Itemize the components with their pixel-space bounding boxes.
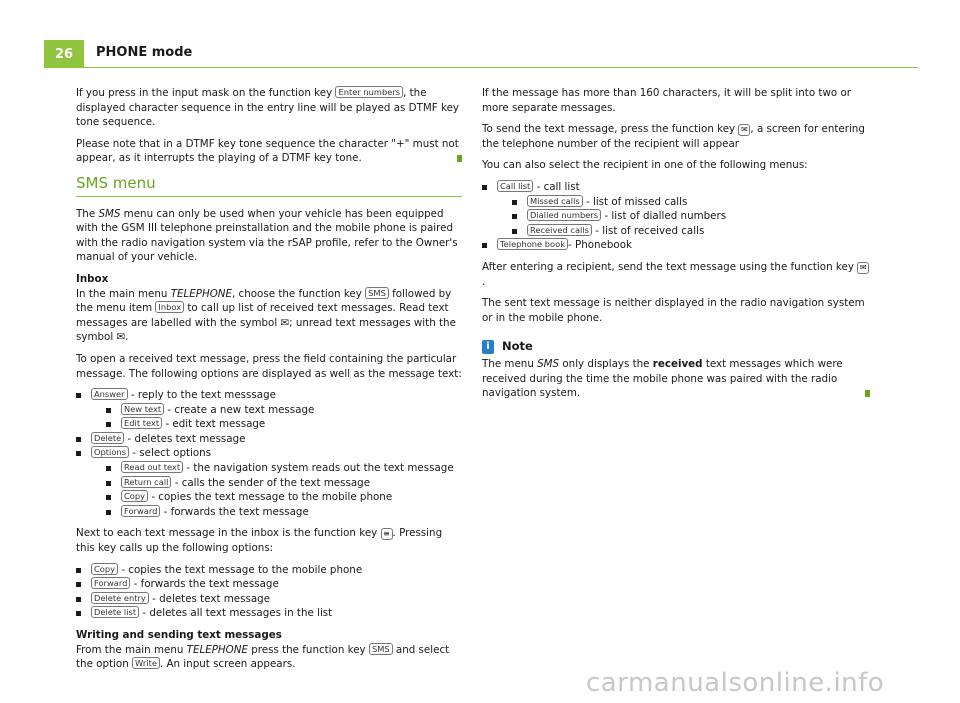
list-item: Missed calls - list of missed calls — [512, 195, 870, 210]
list-item: Forward - forwards the text message — [106, 505, 462, 520]
list-item: Answer - reply to the text messsage New text - create a new text message Edit text - edit text message — [76, 388, 462, 432]
list-item: Options - select options Read out text - the navigation system reads out the text message Return call - calls the sender of the text message Copy - copies the text message to the mobile phone Forward - forwards the text message — [76, 446, 462, 519]
header-divider — [84, 67, 918, 68]
paragraph-function-key: Next to each text message in the inbox is the function key ≡ . Pressing this key calls up the following options: — [76, 527, 443, 555]
send-envelope-icon: ✉ — [857, 262, 869, 274]
key-sms: SMS — [369, 643, 393, 655]
list-item: Delete entry - deletes text message — [76, 592, 462, 607]
paragraph-open-message: To open a received text message, press the field containing the particular message. The following options are displayed as well as the message text: — [76, 352, 462, 380]
list-item: Telephone book - Phonebook — [482, 238, 870, 253]
paragraph-sent-message: The sent text message is neither displayed in the radio navigation system or in the mobile phone. — [482, 297, 865, 324]
note-heading — [482, 339, 870, 354]
list-item: Copy - copies the text message to the mobile phone — [106, 490, 462, 505]
list-item: Return call - calls the sender of the text message — [106, 476, 462, 491]
list-item: Copy - copies the text message to the mobile phone — [76, 563, 462, 578]
key-inbox: Inbox — [155, 301, 184, 313]
paragraph-note: The menu SMS only displays the received text messages which were received during the time the mobile phone was paired with the radio navigation system. — [482, 357, 870, 401]
paragraph-dtmf-note: Please note that in a DTMF key tone sequence the character "+" must not appear, as it interrupts the playing of a DTMF key tone. — [76, 137, 462, 166]
key-write: Write — [132, 657, 160, 669]
end-of-section-icon — [457, 155, 462, 162]
list-item: New text - create a new text message — [106, 403, 462, 418]
paragraph-write: From the main menu TELEPHONE press the function key SMS and select the option Write . An input screen appears. — [76, 643, 450, 671]
paragraph-after-recipient: After entering a recipient, send the text message using the function key ✉. — [482, 260, 870, 289]
page-number: 26 — [44, 40, 84, 68]
end-of-section-icon — [865, 390, 870, 397]
heading-inbox: Inbox — [76, 272, 109, 285]
paragraph-send: To send the text message, press the function key ✉ , a screen for entering the telephone number of the recipient will appear — [482, 123, 865, 150]
list-item: Read out text - the navigation system reads out the text message — [106, 461, 462, 476]
paragraph-sms-requirements: The SMS menu can only be used when your vehicle has been equipped with the GSM III telephone preinstallation and the mobile phone is paired with the radio navigation system via the rSAP profile, refer to the Owner's manual of your vehicle. — [76, 207, 458, 264]
paragraph-enter-numbers: If you press in the input mask on the function key Enter numbers , the displayed character sequence in the entry line will be played as DTMF key tone sequence. — [76, 87, 460, 129]
list-item: Delete - deletes text message — [76, 432, 462, 447]
page-header — [0, 0, 960, 68]
list-item: Call list - call list Missed calls - list of missed calls Dialled numbers - list of dialled numbers Received calls - list of received calls — [482, 180, 870, 238]
send-envelope-icon: ✉ — [738, 124, 750, 136]
paragraph-inbox: In the main menu TELEPHONE, choose the function key SMS followed by the menu item Inbox to call up list of received text messages. Read text messages are labelled with the symbol ✉; unread text messages with the symbol ✉. — [76, 287, 456, 344]
list-options-icon: ≡ — [381, 528, 393, 540]
key-enter-numbers: Enter numbers — [335, 86, 403, 98]
watermark: carmanualsonline.info — [586, 668, 885, 698]
note-title: Note — [502, 339, 533, 354]
recipient-menus-list — [482, 180, 870, 253]
list-item: Received calls - list of received calls — [512, 224, 870, 239]
section-title-sms-menu: SMS menu — [76, 176, 462, 197]
page-title: PHONE mode — [96, 45, 193, 60]
paragraph-split-message: If the message has more than 160 characters, it will be split into two or more separate messages. — [482, 87, 851, 114]
paragraph-select-recipient: You can also select the recipient in one of the following menus: — [482, 159, 808, 172]
list-item: Delete list - deletes all text messages in the list — [76, 606, 462, 621]
message-options-list — [76, 388, 462, 519]
heading-writing: Writing and sending text messages — [76, 629, 282, 641]
list-item: Dialled numbers - list of dialled numbers — [512, 209, 870, 224]
key-sms: SMS — [365, 287, 389, 299]
left-column — [76, 86, 462, 679]
inbox-options-list — [76, 563, 462, 621]
list-item: Forward - forwards the text message — [76, 577, 462, 592]
info-icon: i — [482, 340, 494, 354]
right-column — [482, 86, 870, 408]
list-item: Edit text - edit text message — [106, 417, 462, 432]
